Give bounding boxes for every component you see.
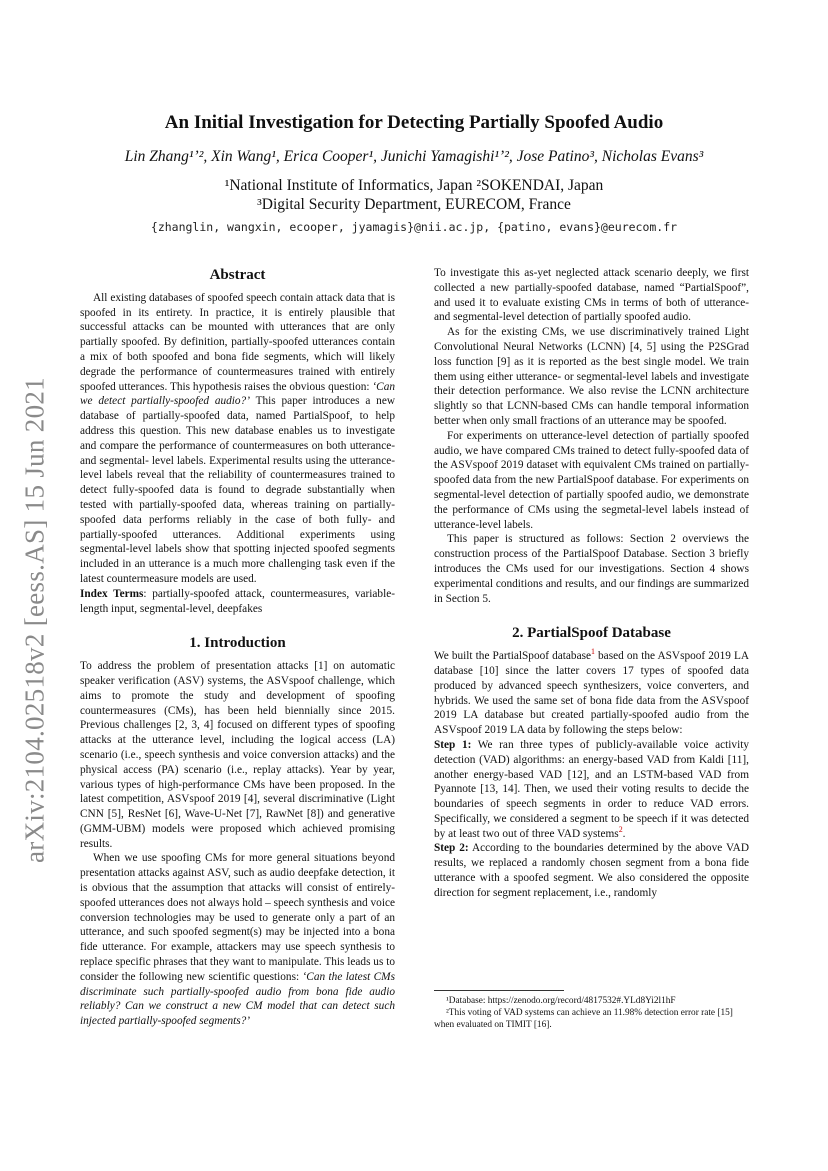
right-column bbox=[434, 266, 749, 901]
footnote-rule bbox=[434, 990, 564, 991]
ps-p1-part-1: We built the PartialSpoof database bbox=[434, 650, 591, 663]
step-1-end: . bbox=[622, 827, 626, 840]
intro-paragraph-1: To address the problem of presentation attacks [1] on automatic speaker verification (ASV) systems, the ASVspoof challenge, which aims to promote the study and development of spoofing countermeasures (CMs), has been held biennially since 2015. Previous challenges [2, 3, 4] focused on different types of spoofing attacks at the utterance level, including the logical access (LA) scenario (i.e., speech synthesis and voice conversion attacks) and the physical access (PA) scenario (i.e., replay attacks). Year by year, various types of high-performance CMs have been proposed. In the latest competition, ASVspoof 2019 [4], several discriminative (Light CNN [5], ResNet [6], Wave-U-Net [7], RawNet [8]) and generative (GMM-UBM) models were proposed which achieved promising results. bbox=[80, 660, 395, 850]
index-terms-label: Index Terms bbox=[80, 587, 144, 600]
step-1 bbox=[434, 738, 749, 842]
abstract-heading: Abstract bbox=[209, 267, 266, 283]
intro-paragraph-2-cont: To investigate this as-yet neglected attack scenario deeply, we first collected a new partially-spoofed database, named “PartialSpoof”, and used it to evaluate existing CMs in terms of both of utterance- and segmental-level detection of partially spoofed audio. bbox=[434, 267, 749, 324]
abstract-question: ‘Can we detect partially-spoofed audio?’ bbox=[80, 380, 395, 408]
footnote-2: ²This voting of VAD systems can achieve an 11.98% detection error rate [15] when evaluated on TIMIT [16]. bbox=[434, 1008, 733, 1030]
step-1-label: Step 1: bbox=[434, 738, 472, 751]
abstract-part-2: This paper introduces a new database of partially-spoofed data, named PartialSpoof, to help address this question. This new database enables us to investigate and compare the performance of countermeasures on both utterance- and segmental- level labels. Experimental results using the utterance-level labels reveal that the reliability of countermeasures trained to detect fully-spoofed data is found to degrade substantially when tested with partially-spoofed data, whereas training on partially-spoofed data performs reliably in the case of both fully- and partially-spoofed utterances. Additional experiments using segmental-level labels show that spotting injected spoofed segments included in an utterance is a much more challenging task even if the latest countermeasure models are used. bbox=[80, 395, 396, 585]
footnotes bbox=[434, 990, 749, 1031]
intro-question: ‘Can the latest CMs discriminate such partially-spoofed audio from bona fide audio reliably? Can we construct a new CM model that can detect such injected partially-spoofed segments?’ bbox=[80, 970, 395, 1028]
affiliation-line-1: ¹National Institute of Informatics, Japan ²SOKENDAI, Japan bbox=[224, 177, 604, 194]
step-2-text: According to the boundaries determined by the above VAD results, we replaced a randomly chosen segment from a bona fide utterance with a spoofed segment. We also considered the opposite direction for segment replacement, i.e., randomly bbox=[434, 842, 749, 899]
intro-heading: 1. Introduction bbox=[189, 635, 286, 652]
intro-paragraph-2 bbox=[80, 851, 395, 1029]
step-2-label: Step 2: bbox=[434, 842, 469, 855]
intro-paragraph-5: This paper is structured as follows: Section 2 overviews the construction process of the PartialSpoof Database. Section 3 briefly introduces the CMs used for our investigations. Section 4 shows experimental conditions and results, and our findings are summarized in Section 5. bbox=[434, 533, 749, 605]
index-terms bbox=[80, 587, 395, 617]
author-list: Lin Zhang¹ʼ², Xin Wang¹, Erica Cooper¹, Junichi Yamagishi¹ʼ², Jose Patino³, Nicholas Evans³ bbox=[124, 148, 704, 165]
ps-p1-part-2: based on the ASVspoof 2019 LA database [10] since the latter covers 17 types of spoofed data produced by advanced speech synthesizers, voice converters, and hybrids. We used the same set of bona fide data from the ASVspoof 2019 LA database but created partially-spoofed audio from the ASVspoof 2019 LA data by following the steps below: bbox=[434, 650, 750, 737]
footnote-1: ¹Database: https://zenodo.org/record/4817532#.YLd8Yi2l1hF bbox=[446, 996, 676, 1006]
arxiv-identifier: arXiv:2104.02518v2 [eess.AS] 15 Jun 2021 bbox=[19, 377, 50, 863]
footnote-link-2[interactable]: 2 bbox=[618, 824, 623, 834]
intro-paragraph-4: For experiments on utterance-level detection of partially spoofed audio, we have compared CMs trained to detect fully-spoofed data of the ASVspoof 2019 dataset with equivalent CMs trained on partially-spoofed data from the new PartialSpoof database. For experiments on segmental-level detection of partially spoofed audio, we demonstrate the performance of CMs using the segmetal-level labels instead of utterance-level labels. bbox=[434, 429, 749, 531]
affiliations bbox=[80, 176, 748, 214]
intro-p2-part-1: When we use spoofing CMs for more general situations beyond presentation attacks against ASV, such as audio deepfake detection, it is obvious that the assumption that attacks will consist of entirely-spoofed utterances does not always hold – speech synthesis and voice conversion technologies may be used to generate only a part of an utterance, and such spoofed segment(s) may be injected into a bona fide utterance. For example, attackers may use speech synthesis to replace specific phrases that they want to manipulate. This leads us to consider the following new scientific questions: bbox=[80, 852, 395, 983]
intro-paragraph-3: As for the existing CMs, we use discriminatively trained Light Convolutional Neural Networks (LCNN) [4, 5] using the P2SGrad loss function [9] as it is reported as the best single model. We train them using either utterance- or segmental-level labels and investigate their detection performance. We also revise the LCNN architecture slightly so that LCNN-based CMs can handle temporal information better when only small fractions of an utterance may be spoofed. bbox=[434, 326, 749, 427]
step-2 bbox=[434, 841, 749, 900]
partialspoof-paragraph-1 bbox=[434, 649, 749, 738]
paper-header bbox=[80, 112, 748, 234]
author-emails: {zhanglin, wangxin, ecooper, jyamagis}@nii.ac.jp, {patino, evans}@eurecom.fr bbox=[150, 220, 678, 234]
partialspoof-heading: 2. PartialSpoof Database bbox=[512, 625, 671, 642]
arxiv-sidebar bbox=[0, 0, 62, 1171]
affiliation-line-2: ³Digital Security Department, EURECOM, France bbox=[257, 196, 571, 213]
abstract-part-1: All existing databases of spoofed speech contain attack data that is spoofed in its entirety. In practice, it is entirely plausible that successful attacks can be mounted with utterances that are only partially spoofed. By definition, partially-spoofed utterances contain a mix of both spoofed and bona fide segments, which will likely degrade the performance of countermeasures trained with entirely spoofed utterances. This hypothesis raises the obvious question: bbox=[80, 291, 395, 393]
left-column bbox=[80, 266, 395, 1029]
paper-title: An Initial Investigation for Detecting Partially Spoofed Audio bbox=[164, 112, 664, 133]
footnote-link-1[interactable]: 1 bbox=[591, 647, 595, 657]
step-1-text: We ran three types of publicly-available voice activity detection (VAD) algorithms: an energy-based VAD from Kaldi [11], another energy-based VAD [12], and an LSTM-based VAD from Pyannote [13, 14]. Then, we used their voting results to decide the boundaries of speech segments in order to reduce VAD errors. Specifically, we considered a segment to be speech if it was detected by at least two out of three VAD systems bbox=[434, 738, 749, 840]
index-terms-text: : partially-spoofed attack, countermeasures, variable-length input, segmental-level, deepfakes bbox=[80, 587, 395, 615]
abstract-text bbox=[80, 291, 395, 587]
